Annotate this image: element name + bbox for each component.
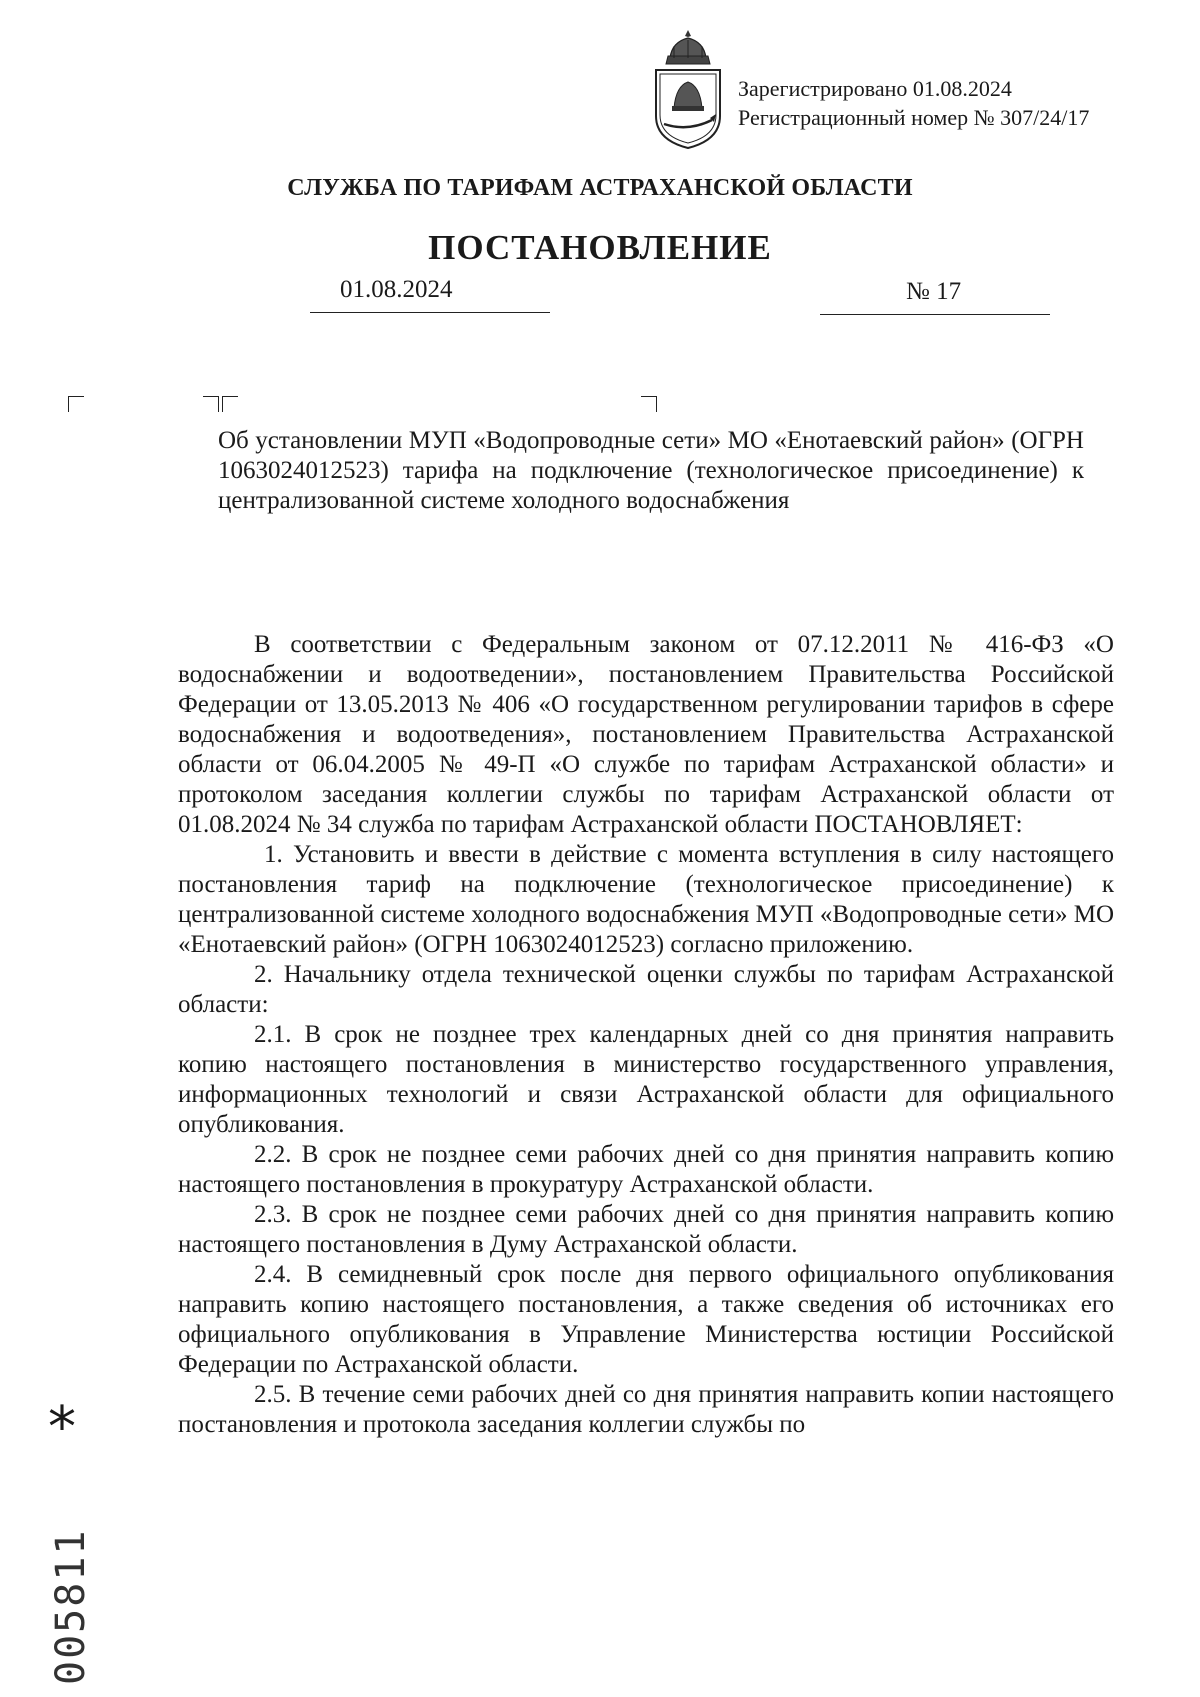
item-2-4: 2.4. В семидневный срок после дня первого официального опубликования направить копию настоящего постановления, а также сведения об источниках его официального опубликования в Управление Министерства юстиции Российской Федерации по Астраханской области.: [178, 1261, 1114, 1378]
corner-mark-subject-left-a: [203, 396, 219, 412]
corner-mark-subject-right: [641, 396, 657, 412]
item-2-2: 2.2. В срок не позднее семи рабочих дней со дня принятия направить копию настоящего постановления в прокуратуру Астраханской области.: [178, 1141, 1114, 1198]
margin-star: *: [48, 1395, 76, 1460]
registration-number: Регистрационный номер № 307/24/17: [738, 105, 1090, 130]
date-underline: [310, 312, 550, 313]
item-2-5: 2.5. В течение семи рабочих дней со дня принятия направить копии настоящего постановления и протокола заседания коллегии службы по: [178, 1381, 1114, 1438]
item-2-3: 2.3. В срок не позднее семи рабочих дней со дня принятия направить копию настоящего постановления в Думу Астраханской области.: [178, 1201, 1114, 1258]
number-underline: [820, 314, 1050, 315]
organization-name: СЛУЖБА ПО ТАРИФАМ АСТРАХАНСКОЙ ОБЛАСТИ: [287, 175, 913, 201]
item-2: 2. Начальнику отдела технической оценки службы по тарифам Астраханской области:: [178, 961, 1114, 1018]
item-2-1: 2.1. В срок не позднее трех календарных дней со дня принятия направить копию настоящего постановления в министерство государственного управления, информационных технологий и связи Астраханской области для официального опубликования.: [178, 1021, 1114, 1138]
margin-serial-number: 005811: [48, 1528, 94, 1685]
preamble-paragraph: В соответствии с Федеральным законом от 07.12.2011 № 416-ФЗ «О водоснабжении и водоотведении», постановлением Правительства Российской Федерации от 13.05.2013 № 406 «О государственном регулировании тарифов в сфере водоснабжения и водоотведения», постановлением Правительства Астраханской области от 06.04.2005 № 49-П «О службе по тарифам Астраханской области» и протоколом заседания коллегии службы по тарифам Астраханской области от 01.08.2024 № 34 служба по тарифам Астраханской области ПОСТАНОВЛЯЕТ:: [178, 631, 1114, 838]
document-body: [178, 630, 1114, 1440]
document-date: 01.08.2024: [340, 276, 453, 303]
corner-mark-left: [68, 396, 84, 412]
corner-mark-subject-left-b: [222, 396, 238, 412]
document-subject: Об установлении МУП «Водопроводные сети» МО «Енотаевский район» (ОГРН 1063024012523) тарифа на подключение (технологическое присоединение) к централизованной системе холодного водоснабжения: [218, 427, 1084, 514]
item-1: 1. Установить и ввести в действие с момента вступления в силу настоящего постановления тариф на подключение (технологическое присоединение) к централизованной системе холодного водоснабжения МУП «Водопроводные сети» МО «Енотаевский район» (ОГРН 1063024012523) согласно приложению.: [178, 841, 1114, 958]
document-type-title: ПОСТАНОВЛЕНИЕ: [428, 228, 772, 267]
registration-date: Зарегистрировано 01.08.2024: [738, 76, 1012, 101]
coat-of-arms-emblem: [648, 28, 728, 150]
document-number: № 17: [906, 278, 962, 305]
registration-block: [738, 74, 1089, 132]
